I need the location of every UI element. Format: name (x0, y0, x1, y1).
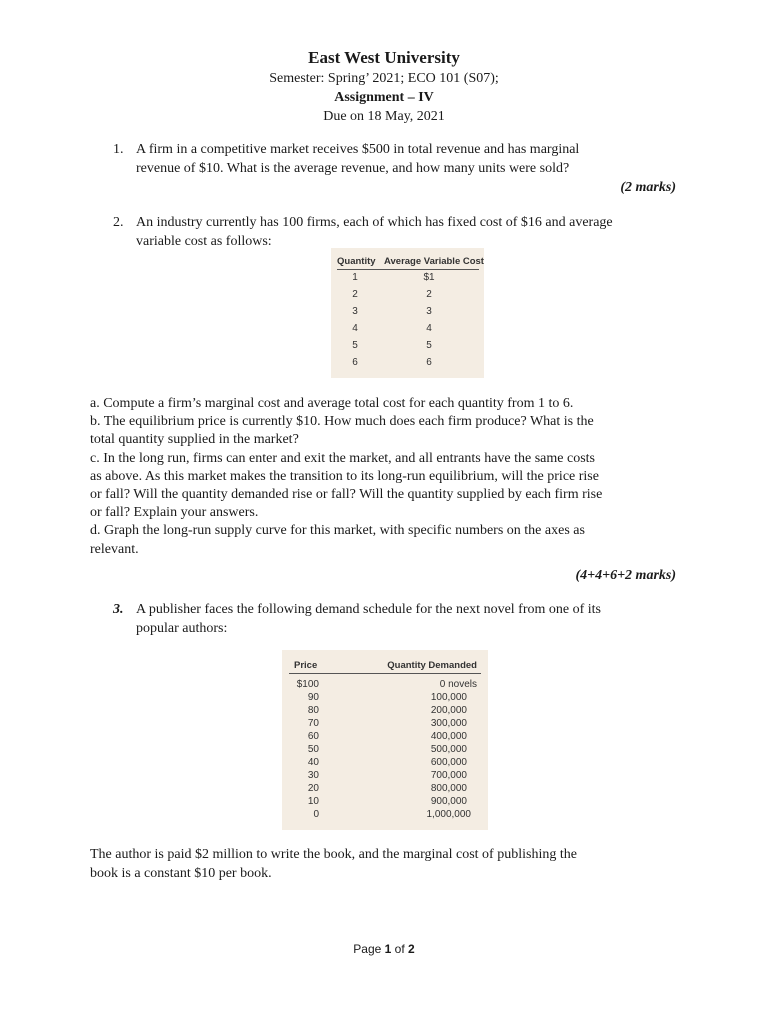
part-line: or fall? Will the quantity demanded rise or fall? Will the quantity supplied by each firm rise (90, 487, 603, 503)
quantity-cell: 2 (352, 289, 358, 300)
question-text-line: variable cost as follows: (136, 234, 272, 249)
question-marks: (2 marks) (620, 180, 676, 195)
part-line: c. In the long run, firms can enter and exit the market, and all entrants have the same costs (90, 450, 595, 466)
table-row (289, 756, 481, 769)
quantity-cell: 200,000 (430, 705, 467, 716)
price-cell: 30 (307, 770, 319, 781)
part-line: relevant. (90, 541, 139, 557)
page-label: Page (353, 942, 385, 956)
total-pages-number: 2 (408, 942, 415, 956)
part-line: or fall? Explain your answers. (90, 505, 259, 521)
table-row (289, 795, 481, 808)
price-cell: 10 (307, 796, 319, 807)
column-header-quantity-demanded: Quantity Demanded (387, 660, 477, 671)
semester-line: Semester: Spring’ 2021; ECO 101 (S07); (269, 71, 499, 86)
table-row (289, 782, 481, 795)
column-header-price: Price (294, 660, 318, 671)
question-text (136, 213, 678, 251)
table-row (289, 808, 481, 821)
quantity-cell: 400,000 (430, 731, 467, 742)
quantity-cell: 300,000 (430, 718, 467, 729)
price-cell: 90 (307, 692, 319, 703)
quantity-cell: 0 novels (439, 679, 477, 690)
question-2 (113, 213, 678, 251)
table-row (289, 743, 481, 756)
price-cell: 40 (307, 757, 319, 768)
question-2-parts (90, 395, 680, 559)
table-row (337, 338, 479, 355)
avc-cell: 4 (426, 323, 432, 334)
price-cell: 60 (307, 731, 319, 742)
current-page-number: 1 (384, 942, 392, 956)
question-1 (113, 140, 678, 197)
price-cell: 0 (313, 809, 319, 820)
part-line: b. The equilibrium price is currently $10. How much does each firm produce? What is the (90, 414, 594, 430)
university-title: East West University (308, 48, 460, 67)
price-cell: 50 (307, 744, 319, 755)
question-text-line: A publisher faces the following demand schedule for the next novel from one of its (136, 602, 601, 617)
table-row (337, 304, 479, 321)
table-row (289, 678, 481, 691)
table-header (337, 255, 484, 270)
demand-table (282, 650, 488, 830)
table-row (337, 355, 479, 372)
document-header (0, 47, 768, 126)
assignment-title: Assignment – IV (334, 90, 434, 105)
table-row (289, 769, 481, 782)
part-line: d. Graph the long-run supply curve for this market, with specific numbers on the axes as (90, 523, 585, 539)
question-text-line: popular authors: (136, 621, 228, 636)
quantity-cell: 800,000 (430, 783, 467, 794)
table-row (289, 717, 481, 730)
quantity-cell: 100,000 (430, 692, 467, 703)
table-row (337, 287, 479, 304)
table-header (289, 659, 481, 674)
page-footer (0, 942, 768, 956)
avc-cell: 6 (426, 357, 432, 368)
closing-paragraph (90, 845, 680, 883)
question-number: 1. (113, 142, 124, 157)
question-marks: (4+4+6+2 marks) (575, 568, 676, 583)
closing-line: The author is paid $2 million to write the book, and the marginal cost of publishing the (90, 847, 577, 862)
avc-cell: 3 (426, 306, 432, 317)
due-date: Due on 18 May, 2021 (323, 109, 445, 124)
question-number: 2. (113, 215, 124, 230)
table-row (337, 270, 479, 287)
price-cell: $100 (296, 679, 319, 690)
table-row (337, 321, 479, 338)
table-row (289, 691, 481, 704)
part-line: as above. As this market makes the transition to its long-run equilibrium, will the price rise (90, 468, 599, 484)
quantity-cell: 5 (352, 340, 358, 351)
question-text-line: revenue of $10. What is the average revenue, and how many units were sold? (136, 161, 570, 176)
quantity-cell: 700,000 (430, 770, 467, 781)
quantity-cell: 600,000 (430, 757, 467, 768)
question-text-line: An industry currently has 100 firms, each of which has fixed cost of $16 and average (136, 215, 613, 230)
question-text-line: A firm in a competitive market receives $500 in total revenue and has marginal (136, 142, 580, 157)
page-of-label: of (391, 942, 409, 956)
quantity-cell: 6 (352, 357, 358, 368)
avc-table (331, 248, 484, 378)
quantity-cell: 500,000 (430, 744, 467, 755)
quantity-cell: 1,000,000 (426, 809, 471, 820)
quantity-cell: 4 (352, 323, 358, 334)
column-header-quantity: Quantity (337, 256, 376, 267)
question-number: 3. (113, 602, 124, 617)
avc-cell: $1 (423, 272, 435, 283)
price-cell: 80 (307, 705, 319, 716)
question-3 (113, 600, 678, 638)
part-line: total quantity supplied in the market? (90, 432, 299, 448)
price-cell: 20 (307, 783, 319, 794)
closing-line: book is a constant $10 per book. (90, 866, 272, 881)
question-text (136, 600, 678, 638)
quantity-cell: 1 (352, 272, 358, 283)
question-text (136, 140, 678, 178)
table-row (289, 730, 481, 743)
column-header-avc: Average Variable Cost (384, 256, 484, 267)
quantity-cell: 3 (352, 306, 358, 317)
table-row (289, 704, 481, 717)
part-line: a. Compute a firm’s marginal cost and average total cost for each quantity from 1 to 6. (90, 396, 574, 411)
quantity-cell: 900,000 (430, 796, 467, 807)
avc-cell: 5 (426, 340, 432, 351)
price-cell: 70 (307, 718, 319, 729)
avc-cell: 2 (426, 289, 432, 300)
